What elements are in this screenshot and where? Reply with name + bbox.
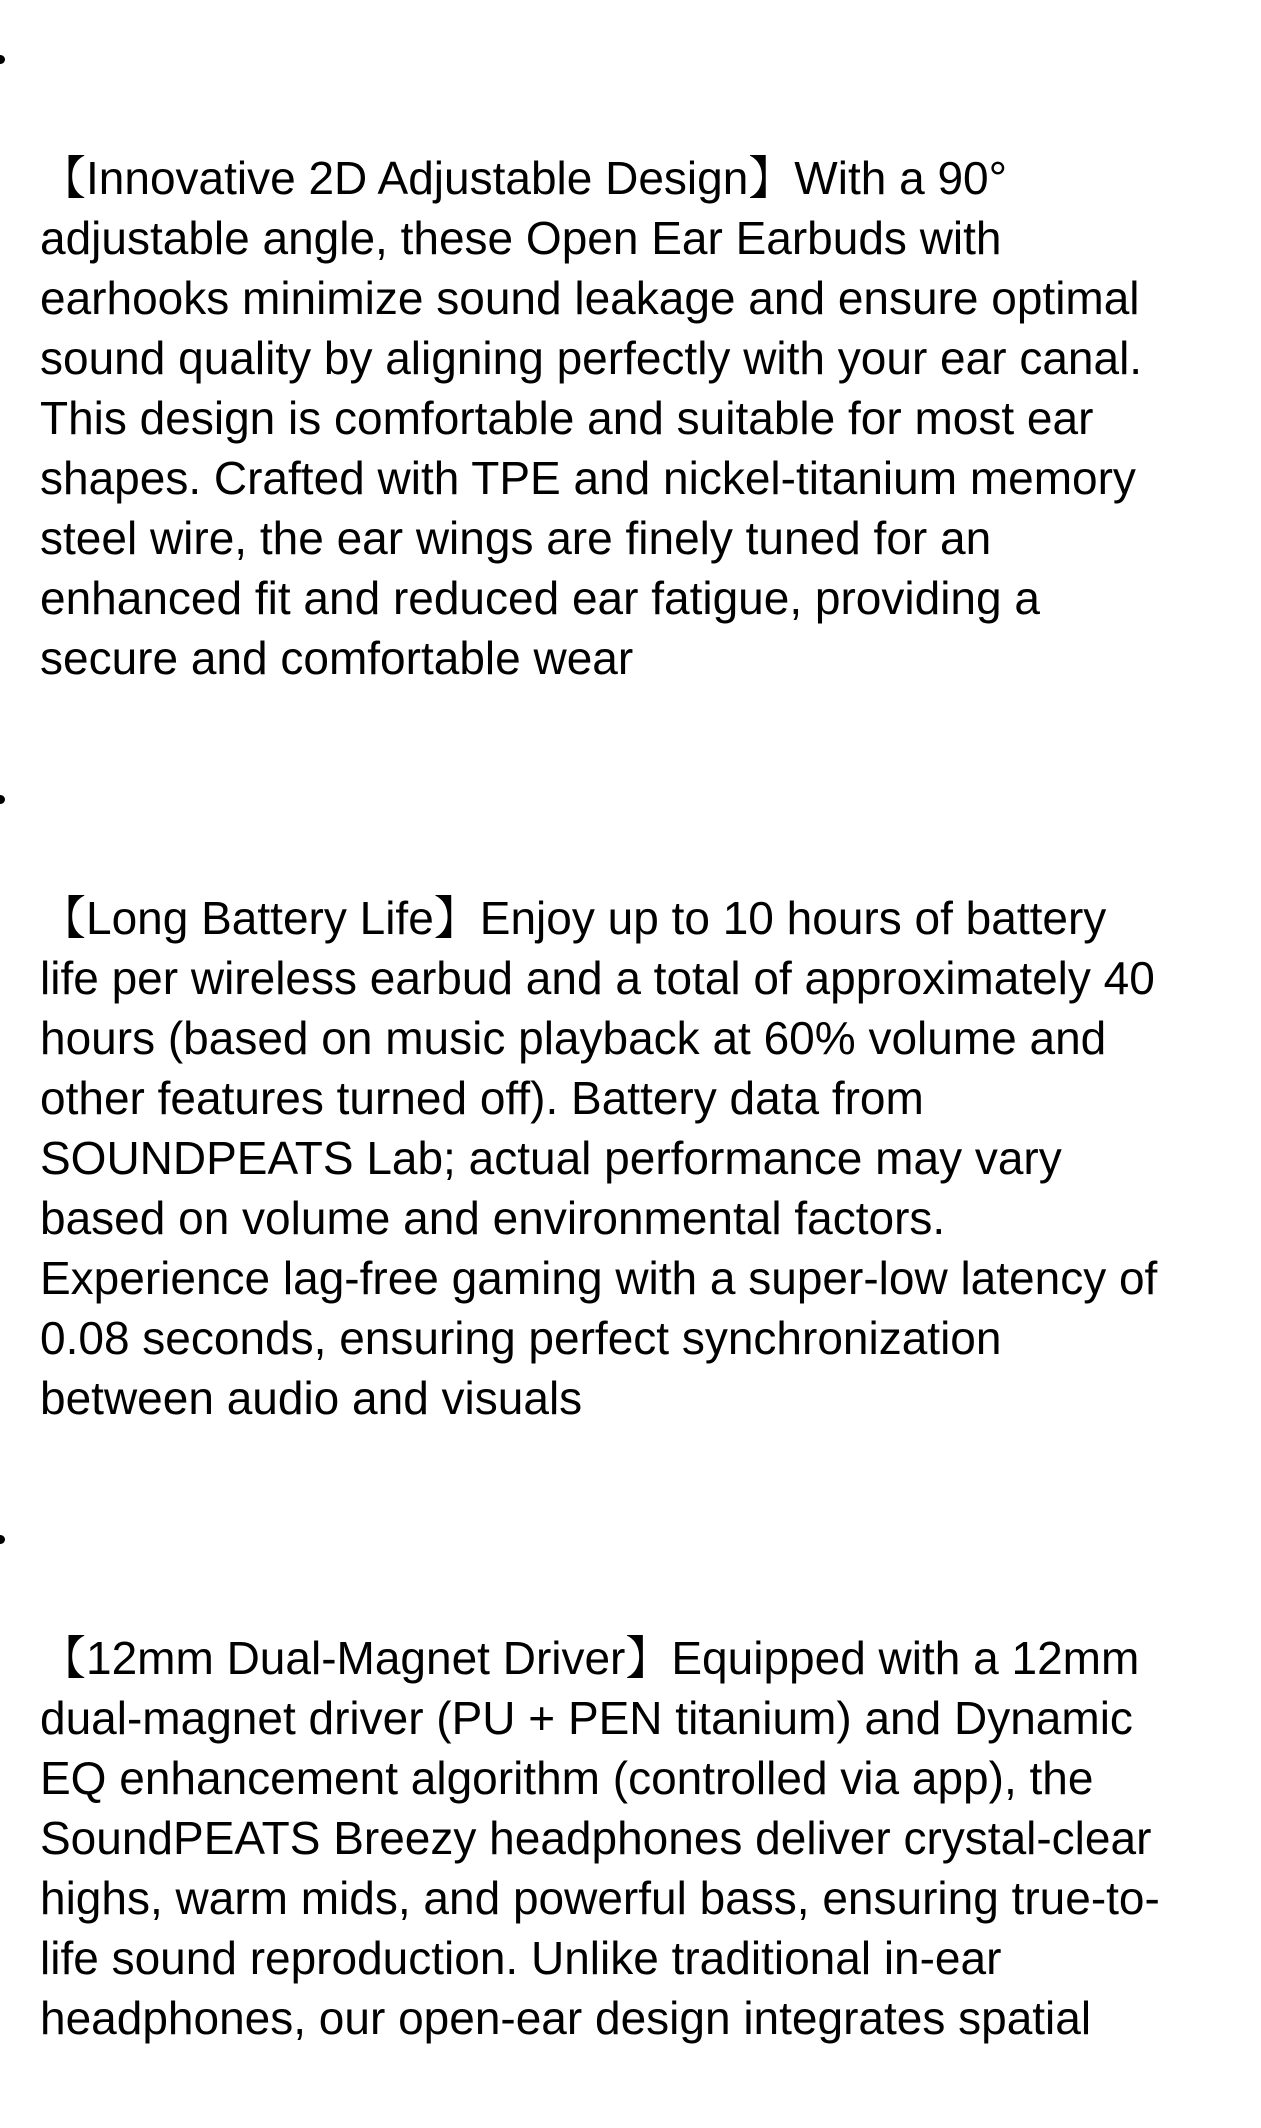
feature-text: 【Long Battery Life】Enjoy up to 10 hours of battery life per wireless earbud and a total of approximately 40 hours (based on music playback at 60% volume and other features turned off). Battery data from SOUNDPEATS Lab; actual performance may vary based on volume and environmental factors. Experience lag-free gaming with a super-low latency of 0.08 seconds, ensuring perfect synchronization between audio and visuals [40, 892, 1158, 1424]
bullet-dot-icon [0, 55, 5, 64]
bullet-dot-icon [0, 1535, 5, 1544]
feature-text: 【Innovative 2D Adjustable Design】With a 90° adjustable angle, these Open Ear Earbuds with earhooks minimize sound leakage and ensure optimal sound quality by aligning perfectly with your ear canal. This design is comfortable and suitable for most ear shapes. Crafted with TPE and nickel-titanium memory steel wire, the ear wings are finely tuned for an enhanced fit and reduced ear fatigue, providing a secure and comfortable wear [40, 152, 1143, 684]
product-feature-list [0, 28, 1261, 2128]
feature-text: 【12mm Dual-Magnet Driver】Equipped with a 12mm dual-magnet driver (PU + PEN titanium) and Dynamic EQ enhancement algorithm (controlled via app), the SoundPEATS Breezy headphones deliver crystal-clear highs, warm mids, and powerful bass, ensuring true-to- life sound reproduction. Unlike traditional in-ear headphones, our open-ear design integrates spatial [40, 1632, 1160, 2044]
feature-bullet-battery-life [0, 768, 1200, 1488]
feature-bullet-adjustable-design [0, 28, 1200, 748]
feature-bullet-driver [0, 1508, 1200, 2108]
bullet-dot-icon [0, 795, 5, 804]
